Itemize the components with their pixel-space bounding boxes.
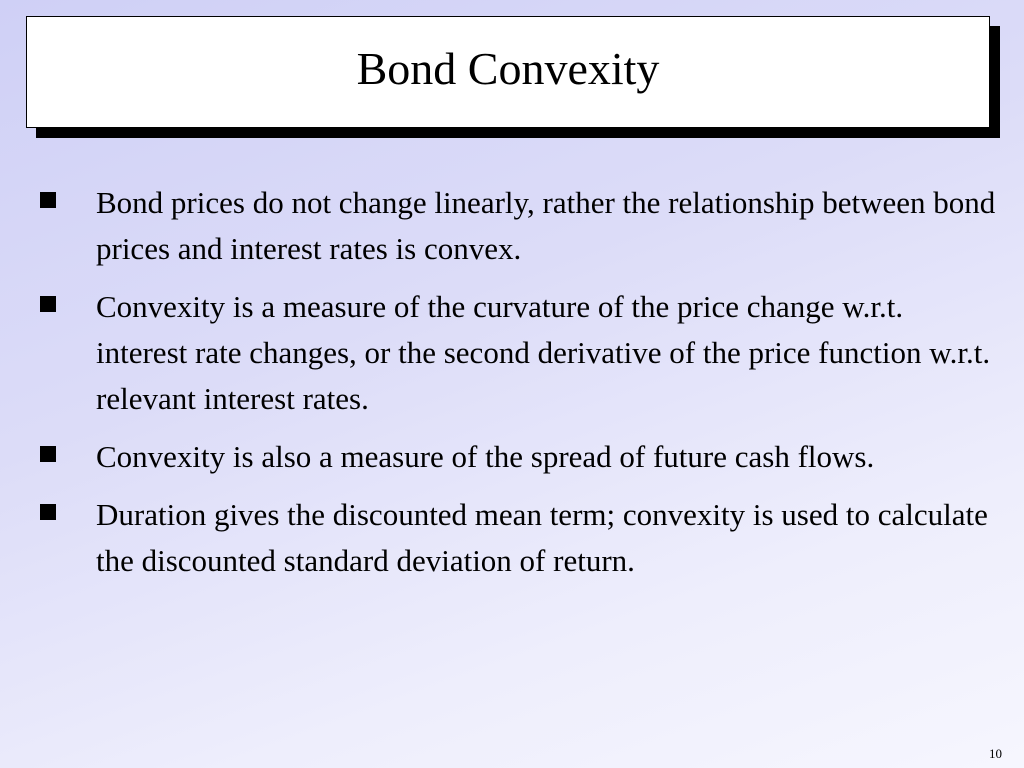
bullet-item-4	[40, 492, 1000, 584]
square-bullet-icon	[40, 192, 56, 208]
square-bullet-icon	[40, 296, 56, 312]
bullet-text-4: Duration gives the discounted mean term; convexity is used to calculate the discounted standard deviation of return.	[96, 497, 988, 578]
slide-title: Bond Convexity	[356, 43, 660, 94]
square-bullet-icon	[40, 504, 56, 520]
bullet-item-1	[40, 180, 1000, 272]
bullet-item-3	[40, 434, 1000, 480]
bullet-text-1: Bond prices do not change linearly, rather the relationship between bond prices and interest rates is convex.	[96, 185, 996, 266]
page-number: 10	[989, 746, 1002, 761]
title-box	[26, 16, 990, 128]
bullet-list	[40, 180, 1000, 596]
bullet-text-3: Convexity is also a measure of the spread of future cash flows.	[96, 439, 875, 474]
bullet-item-2	[40, 284, 1000, 422]
square-bullet-icon	[40, 446, 56, 462]
bullet-text-2: Convexity is a measure of the curvature of the price change w.r.t. interest rate changes, or the second derivative of the price function w.r.t. relevant interest rates.	[96, 289, 991, 416]
